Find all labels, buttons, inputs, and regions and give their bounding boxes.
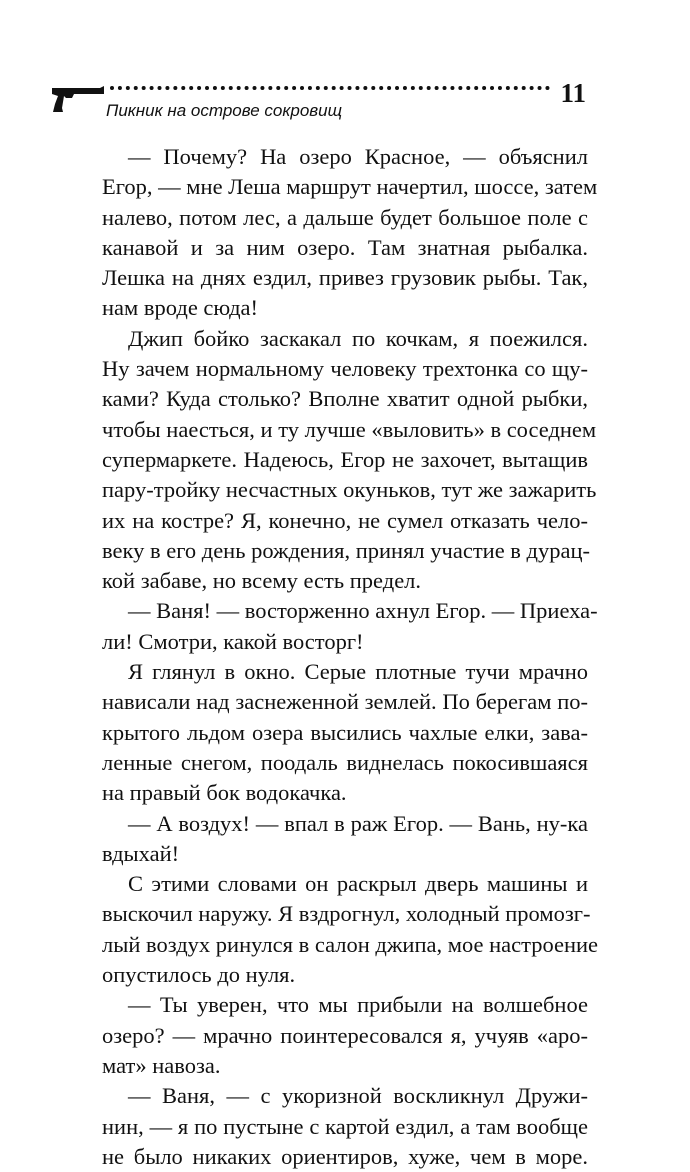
text-line: супермаркете. Надеюсь, Егор не захочет, вытащив bbox=[102, 446, 588, 472]
page-header bbox=[50, 74, 590, 124]
text-line: — Ваня! — восторженно ахнул Егор. — Приеха- bbox=[128, 598, 598, 624]
text-line: — Почему? На озеро Красное, — объяснил bbox=[128, 144, 588, 169]
text-line: кой забаве, но всему есть предел. bbox=[102, 568, 422, 594]
text-line: мат» навоза. bbox=[102, 1052, 221, 1078]
text-line: — Ваня, — с укоризной воскликнул Дружи- bbox=[128, 1083, 588, 1109]
paragraph bbox=[102, 869, 599, 990]
text-line: опустилось до нуля. bbox=[102, 962, 296, 988]
text-line: пару-тройку несчастных окуньков, тут же зажарить bbox=[102, 477, 597, 503]
text-line: крытого льдом озера высились чахлые елки, зава- bbox=[102, 719, 588, 745]
text-line: выскочил наружу. Я вздрогнул, холодный промозг- bbox=[102, 901, 591, 927]
text-line: ли! Смотри, какой восторг! bbox=[102, 628, 364, 654]
text-line: Егор, — мне Леша маршрут начертил, шоссе, затем bbox=[102, 174, 598, 200]
text-line: нависали над заснеженной землей. По берегам по- bbox=[102, 689, 588, 715]
text-line: налево, потом лес, а дальше будет большое поле с bbox=[102, 204, 588, 230]
paragraph bbox=[102, 657, 588, 808]
paragraph bbox=[102, 1081, 588, 1172]
text-line: нин, — я по пустыне с картой ездил, а там вообще bbox=[102, 1113, 588, 1139]
paragraph bbox=[102, 142, 598, 324]
text-line: лый воздух ринулся в салон джипа, мое настроение bbox=[102, 931, 599, 957]
text-line: ками? Куда столько? Вполне хватит одной рыбки, bbox=[102, 386, 588, 412]
text-line: Лешка на днях ездил, привез грузовик рыбы. Так, bbox=[102, 265, 588, 291]
text-line: Ну зачем нормальному человеку трехтонка со щу- bbox=[102, 356, 588, 382]
paragraph bbox=[102, 809, 588, 870]
text-line: их на костре? Я, конечно, не сумел отказать чело- bbox=[102, 507, 588, 533]
text-line: Я глянул в окно. Серые плотные тучи мрачно bbox=[128, 659, 588, 685]
text-line: Джип бойко заскакал по кочкам, я поежился. bbox=[128, 325, 588, 351]
text-line: — Ты уверен, что мы прибыли на волшебное bbox=[128, 992, 588, 1018]
text-line: веку в его день рождения, принял участие в дурац- bbox=[102, 537, 591, 563]
running-title: Пикник на острове сокровищ bbox=[106, 101, 343, 120]
paragraph bbox=[102, 596, 598, 657]
text-line: канавой и за ним озеро. Там знатная рыбалка. bbox=[102, 234, 588, 260]
text-line: вдыхай! bbox=[102, 840, 180, 866]
text-line: С этими словами он раскрыл дверь машины и bbox=[128, 871, 588, 897]
text-line: не было никаких ориентиров, хуже, чем в море. bbox=[102, 1143, 588, 1169]
text-line: на правый бок водокачка. bbox=[102, 780, 347, 806]
paragraph bbox=[102, 990, 588, 1081]
dotted-rule bbox=[110, 86, 550, 90]
text-line: — А воздух! — впал в раж Егор. — Вань, ну-ка bbox=[128, 810, 588, 836]
pistol-icon bbox=[50, 84, 106, 114]
body-text bbox=[102, 142, 599, 1172]
text-line: ленные снегом, поодаль виднелась покосившаяся bbox=[102, 749, 588, 775]
text-line: озеро? — мрачно поинтересовался я, учуяв «аро- bbox=[102, 1022, 588, 1048]
page-number: 11 bbox=[560, 78, 586, 108]
text-line: чтобы наесться, и ту лучше «выловить» в соседнем bbox=[102, 416, 597, 442]
paragraph bbox=[102, 324, 597, 597]
text-line: нам вроде сюда! bbox=[102, 295, 259, 321]
